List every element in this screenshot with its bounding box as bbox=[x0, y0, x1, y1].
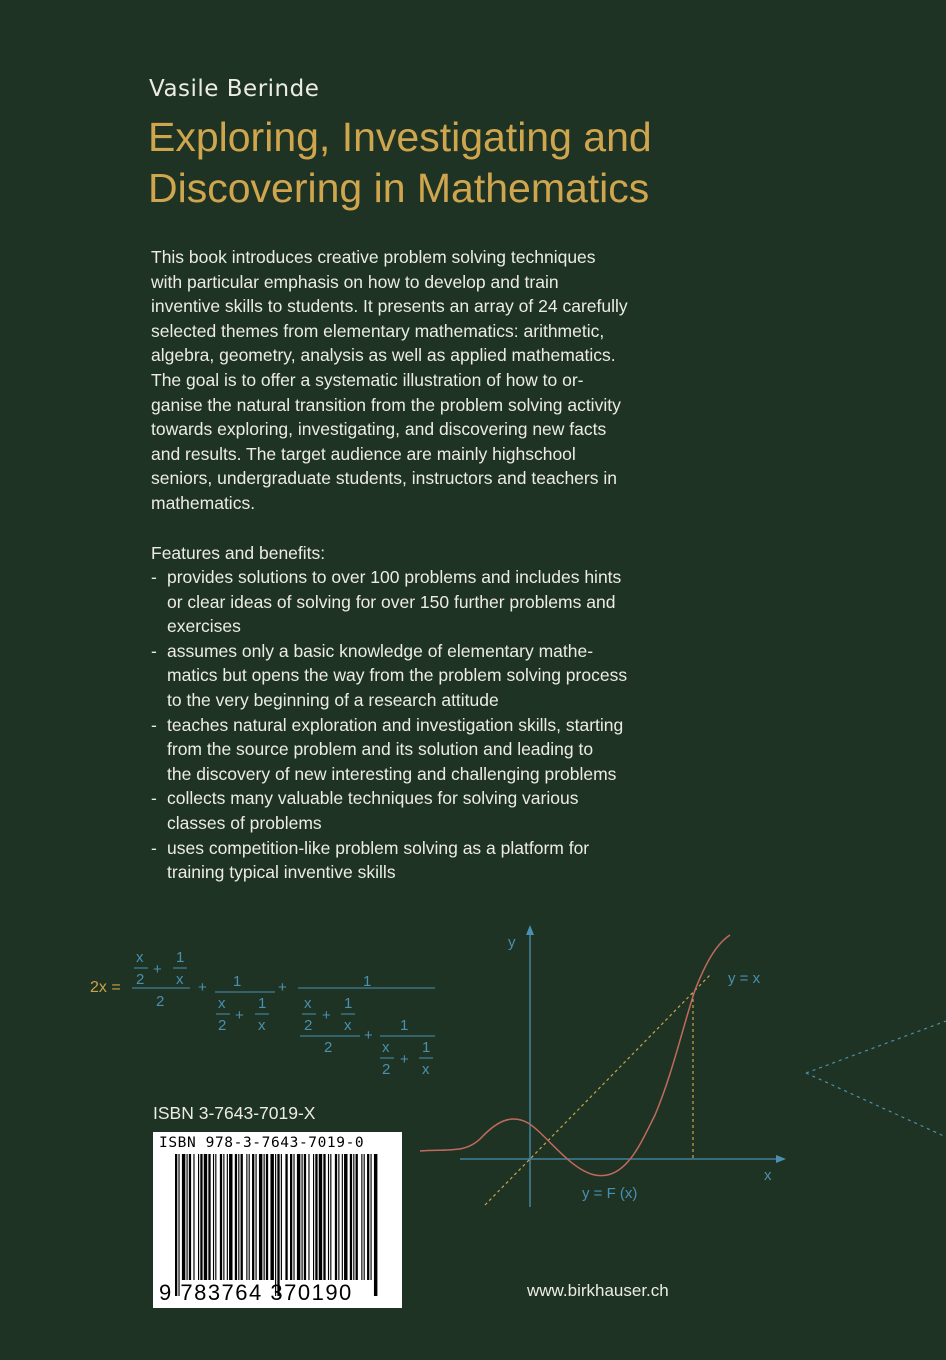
formula-plus: + bbox=[235, 1007, 244, 1024]
feature-line: training typical inventive skills bbox=[167, 862, 396, 883]
barcode-bar bbox=[252, 1154, 254, 1280]
barcode-bar bbox=[178, 1154, 179, 1296]
barcode-bar bbox=[193, 1154, 194, 1280]
barcode-bar bbox=[364, 1154, 365, 1280]
features-list bbox=[151, 565, 711, 885]
formula-two: 2 bbox=[156, 993, 165, 1010]
feature-line: teaches natural exploration and investigation skills, starting bbox=[167, 714, 624, 735]
barcode-bar bbox=[367, 1154, 369, 1280]
publisher-website: www.birkhauser.ch bbox=[527, 1281, 669, 1300]
feature-item bbox=[151, 836, 711, 885]
barcode-bar bbox=[281, 1154, 282, 1280]
author-name: Vasile Berinde bbox=[149, 76, 320, 102]
feature-item bbox=[151, 565, 711, 639]
barcode-bar bbox=[338, 1154, 339, 1280]
barcode-bar bbox=[277, 1154, 279, 1296]
formula-plus: + bbox=[322, 1007, 331, 1024]
formula-two: 2 bbox=[136, 971, 145, 988]
feature-line: from the source problem and its solution and leading to bbox=[167, 739, 594, 760]
y-axis-arrow bbox=[526, 925, 534, 935]
formula-plus: + bbox=[364, 1027, 373, 1044]
line-y-equals-x bbox=[485, 975, 710, 1205]
barcode-bar bbox=[371, 1154, 372, 1280]
barcode-bar bbox=[335, 1154, 337, 1280]
barcode-bar bbox=[259, 1154, 262, 1280]
feature-item bbox=[151, 713, 711, 787]
feature-item bbox=[151, 786, 711, 835]
barcode-bar bbox=[304, 1154, 306, 1280]
barcode-bar bbox=[297, 1154, 300, 1280]
barcode-bar bbox=[235, 1154, 237, 1280]
feature-line: to the very beginning of a research attitude bbox=[167, 689, 499, 710]
feature-line: or clear ideas of solving for over 150 further problems and bbox=[167, 591, 616, 612]
features-heading: Features and benefits: bbox=[151, 543, 326, 563]
dotted-angle-decoration bbox=[800, 1015, 946, 1145]
x-axis-label: x bbox=[764, 1167, 772, 1184]
barcode-bar bbox=[182, 1154, 185, 1280]
feature-line: classes of problems bbox=[167, 812, 322, 833]
description-line: and results. The target audience are mainly highschool bbox=[151, 443, 576, 464]
formula-plus: + bbox=[400, 1051, 409, 1068]
description-line: seniors, undergraduate students, instructors and teachers in bbox=[151, 468, 617, 489]
formula-x: x bbox=[136, 949, 144, 966]
description-line: mathematics. bbox=[151, 492, 256, 513]
barcode-bar bbox=[187, 1154, 188, 1280]
formula-plus: + bbox=[278, 979, 287, 996]
formula-one: 1 bbox=[363, 973, 372, 990]
function-curve bbox=[420, 935, 730, 1176]
formula-one: 1 bbox=[400, 1017, 409, 1034]
barcode-bar bbox=[328, 1154, 329, 1280]
description-line: with particular emphasis on how to develop and train bbox=[151, 271, 559, 292]
formula-x: x bbox=[382, 1039, 390, 1056]
barcode-bar bbox=[200, 1154, 202, 1280]
isbn-10: ISBN 3-7643-7019-X bbox=[153, 1103, 316, 1123]
formula-one: 1 bbox=[344, 995, 353, 1012]
barcode-bar bbox=[215, 1154, 216, 1280]
formula-two: 2 bbox=[304, 1017, 313, 1034]
formula-x: x bbox=[344, 1017, 352, 1034]
title-line-1: Exploring, Investigating and bbox=[148, 114, 652, 160]
formula-plus: + bbox=[153, 961, 162, 978]
barcode-bar bbox=[241, 1154, 243, 1280]
barcode-bar bbox=[285, 1154, 287, 1280]
barcode-bar bbox=[266, 1154, 268, 1280]
curve-label: y = F (x) bbox=[582, 1185, 638, 1202]
barcode bbox=[153, 1132, 402, 1308]
barcode-bar bbox=[356, 1154, 358, 1280]
barcode-bar bbox=[220, 1154, 222, 1280]
barcode-bar bbox=[313, 1154, 314, 1280]
description-line: selected themes from elementary mathematics: arithmetic, bbox=[151, 320, 605, 341]
barcode-bar bbox=[264, 1154, 265, 1280]
barcode-bar bbox=[249, 1154, 250, 1280]
barcode-bar bbox=[213, 1154, 214, 1280]
barcode-bar bbox=[353, 1154, 354, 1280]
barcode-bar bbox=[350, 1154, 352, 1280]
feature-line: provides solutions to over 100 problems and includes hints bbox=[167, 567, 622, 587]
formula-two: 2 bbox=[382, 1061, 391, 1078]
formula-x: x bbox=[258, 1017, 266, 1034]
feature-line: collects many valuable techniques for solving various bbox=[167, 788, 579, 809]
barcode-bar bbox=[246, 1154, 247, 1280]
feature-line: uses competition-like problem solving as a platform for bbox=[167, 837, 590, 858]
barcode-bar bbox=[374, 1154, 377, 1296]
description-line: This book introduces creative problem solving techniques bbox=[151, 247, 596, 267]
barcode-bar bbox=[227, 1154, 228, 1280]
barcode-bar bbox=[275, 1154, 276, 1296]
barcode-bar bbox=[270, 1154, 273, 1280]
barcode-bar bbox=[315, 1154, 317, 1280]
barcode-bar bbox=[223, 1154, 224, 1280]
formula-x: x bbox=[304, 995, 312, 1012]
feature-line: the discovery of new interesting and challenging problems bbox=[167, 763, 617, 784]
barcode-bar bbox=[330, 1154, 331, 1280]
y-axis-label: y bbox=[508, 934, 516, 951]
formula-one: 1 bbox=[422, 1039, 431, 1056]
barcode-bar bbox=[229, 1154, 232, 1280]
title-line-2: Discovering in Mathematics bbox=[148, 165, 650, 211]
continued-fraction-formula bbox=[80, 940, 450, 1085]
barcode-bar bbox=[302, 1154, 303, 1280]
barcode-bar bbox=[319, 1154, 322, 1280]
formula-lhs: 2x = bbox=[90, 979, 121, 996]
barcode-bar bbox=[189, 1154, 191, 1280]
feature-line: matics but opens the way from the problem solving process bbox=[167, 665, 628, 686]
book-description bbox=[151, 245, 711, 516]
description-line: ganise the natural transition from the problem solving activity bbox=[151, 394, 621, 415]
feature-item bbox=[151, 639, 711, 713]
barcode-bar bbox=[198, 1154, 199, 1280]
barcode-isbn13-text: ISBN 978-3-7643-7019-0 bbox=[159, 1135, 365, 1151]
barcode-bar bbox=[308, 1154, 309, 1280]
formula-x: x bbox=[218, 995, 226, 1012]
barcode-digits: 9 783764 370190 bbox=[159, 1280, 353, 1305]
barcode-bar bbox=[344, 1154, 347, 1280]
formula-one: 1 bbox=[176, 949, 185, 966]
x-axis-arrow bbox=[776, 1155, 786, 1163]
barcode-bar bbox=[342, 1154, 343, 1280]
barcode-bar bbox=[238, 1154, 239, 1280]
description-line: The goal is to offer a systematic illustration of how to or- bbox=[151, 369, 584, 390]
barcode-bar bbox=[290, 1154, 292, 1280]
barcode-bar bbox=[256, 1154, 257, 1280]
book-title bbox=[148, 112, 788, 214]
formula-x: x bbox=[176, 971, 184, 988]
formula-two: 2 bbox=[218, 1017, 227, 1034]
formula-two: 2 bbox=[324, 1039, 333, 1056]
description-line: towards exploring, investigating, and discovering new facts bbox=[151, 419, 607, 440]
barcode-bar bbox=[208, 1154, 210, 1280]
function-graph bbox=[410, 925, 790, 1215]
feature-line: assumes only a basic knowledge of elementary mathe- bbox=[167, 640, 594, 661]
barcode-bars bbox=[175, 1154, 380, 1296]
barcode-bar bbox=[323, 1154, 325, 1280]
barcode-bar bbox=[293, 1154, 294, 1280]
barcode-bar bbox=[175, 1154, 177, 1296]
formula-x: x bbox=[422, 1061, 430, 1078]
formula-plus: + bbox=[198, 979, 207, 996]
feature-line: exercises bbox=[167, 616, 241, 637]
line-label: y = x bbox=[728, 970, 761, 987]
description-line: algebra, geometry, analysis as well as applied mathematics. bbox=[151, 345, 616, 366]
barcode-bar bbox=[361, 1154, 362, 1280]
formula-one: 1 bbox=[233, 973, 242, 990]
description-line: inventive skills to students. It presents an array of 24 carefully bbox=[151, 296, 628, 317]
formula-one: 1 bbox=[258, 995, 267, 1012]
barcode-bar bbox=[204, 1154, 207, 1280]
